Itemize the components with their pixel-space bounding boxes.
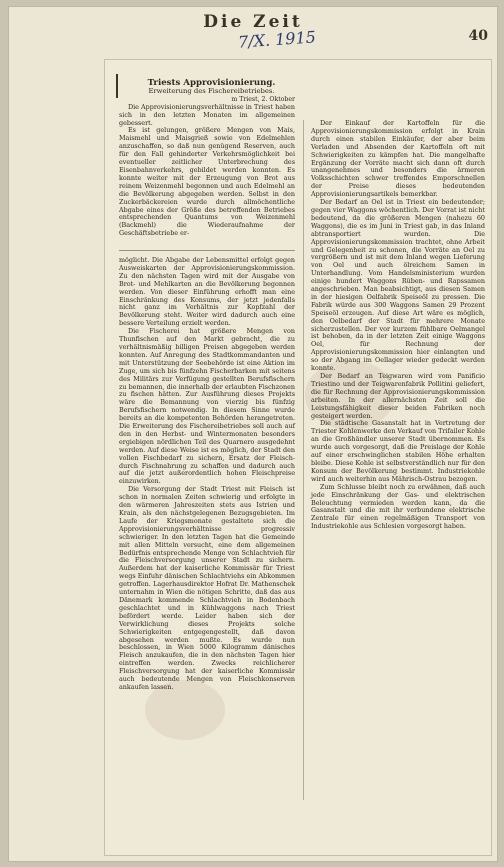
paragraph: Der Einkauf der Kartoffeln für die Approvisionierungskommission erfolgt in Krain durch einen stabilen Einkäufer, der aber beim Verladen und Absenden der Kartoffeln oft mit Schwierigkeiten zu kämpfen hat. Die mangelhafte Ergänzung der Vorräte macht sich dann oft durch unangenehmes und besonders die ärmeren Volksschichten schwer treffendes Emporschnellen der Preise dieses bedeutenden Approvisionierungsartikels bemerkbar. xyxy=(311,119,485,199)
paragraph: Der Bedarf an Teigwaren wird vom Panificio Triestino und der Teigwarenfabrik Pollitini geliefert, die für Rechnung der Approvisionierungskommission arbeiten. In der allernächsten Zeit soll die Leistungsfähigkeit dieser beiden Fabriken noch gesteigert werden. xyxy=(311,372,485,420)
newspaper-masthead: Die Zeit xyxy=(203,12,303,32)
article-column-top xyxy=(119,80,295,238)
archive-page xyxy=(8,6,498,862)
paragraph: Es ist gelungen, größere Mengen von Mais, Maismehl und Maisgrieß sowie von Edelmehlen anzuschaffen, so daß nun genügend Reserven, auch für den Fall gehinderter Verkehrsmöglichkeit bei eventueller zeitlicher Unterbrechung des Eisenbahnverkehrs, gebildet werden konnten. Es konnte weiter mit der Erzeugung von Brot aus reinem Weizenmehl begonnen und auch Edelmehl an die Bevölkerung abgegeben werden. Selbst in den Zuckerbäckereien wurde durch allmöchentliche Abgabe eines der Größe des betreffenden Betriebes entsprechenden Quantums von Weizenmehl (Backmehl) die Wiederaufnahme der Geschäftsbetriebe er- xyxy=(119,126,295,238)
handwritten-date: 7/X. 1915 xyxy=(237,27,317,52)
paragraph: Die Versorgung der Stadt Triest mit Fleisch ist schon in normalen Zeiten schwierig und erfolgte in den wärmeren Jahreszeiten stets aus Istrien und Krain, als den nächstgelegenen Bezugsgebieten. Im Laufe der Kriegsmonate gestaltete sich die Approvisionierungsverhältnisse progressiv schwieriger. In den letzten Tagen hat die Gemeinde mit allen Mitteln versucht, eine dem allgemeinen Bedürfnis entsprechende Menge von Schlachtvieh für die Fleischversorgung unserer Stadt zu sichern. Außerdem hat der kaiserliche Kommissär für Triest wegs Einfuhr dänischen Schlachtviehs ein Abkommen getroffen. Lagerhausdirektor Hofrat Dr. Mathenschek unternahm in Wien die nötigen Schritte, daß das aus Dänemark kommende Schlachtvieh in Bodenbach geschlachtet und in Kühlwaggons nach Triest befördert werde. Leider haben sich der Verwirklichung dieses Projekts solche Schwierigkeiten entgegengestellt, daß davon abgesehen werden mußte. Es wurde nun beschlossen, in Wien 5000 Kilogramm dänisches Fleisch anzukaufen, die in den nächsten Tagen hier eintreffen werden. Zwecks reichlicherer Fleischversorgung hat der kaiserliche Kommissär auch bedeutende Mengen von Fleischkonserven ankaufen lassen. xyxy=(119,485,295,691)
article-column-left xyxy=(119,257,295,692)
column-divider xyxy=(119,250,295,251)
paragraph: Die Fischerei hat größere Mengen von Thunfischen auf den Markt gebracht, die zu verhältnismäßig billigen Preisen abgegeben werden konnten. Auf Anregung des Stadtkommandanten und mit Unterstützung der Seebehörde ist eine Aktion im Zuge, um sich bis fünfzehn Fischerbarken mit seitens des Militärs zur Verfügung gestellten Berufsfischern zu bemannen, die innerhalb der erlaubten Fischzonen zu fischen hätten. Zur Ausführung dieses Projekts wäre die Bemannung von vierzig bis fünfzig Berufsfischern notwendig. In diesem Sinne wurde bereits an die kompetenten Behörden herangetreten. Die Erweiterung des Fischereibetriebes soll auch auf den in den Herbst- und Wintermonaten besonders ergiebigen nördlichen Teil des Quarnero ausgedehnt werden. Auf diese Weise ist es möglich, der Stadt den vollen Fischbedarf zu sichern, Ersatz der Fleisch- durch Fischnahrung zu schaffen und dadurch auch auf die jetzt außerordentlich hohen Fleischpreise einzuwirken. xyxy=(119,327,295,486)
paragraph: Die städtische Gasanstalt hat in Vertretung der Triester Kohlenwerke den Verkauf von Trifailer Kohle an die Großhändler unserer Stadt übernommen. Es wurde auch vorgesorgt, daß die Preislage der Kohle auf einer erschwinglichen stabilen Höhe erhalten bleibe. Diese Kohle ist selbstverständlich nur für den Konsum der Bevölkerung bestimmt. Industriekohle wird auch weiterhin aus Mährisch-Ostrau bezogen. xyxy=(311,419,485,483)
paragraph: Die Approvisionierungsverhältnisse in Triest haben sich in den letzten Monaten im allgemeinen gebessert. xyxy=(119,102,295,127)
article-dateline: m Triest, 2. Oktober xyxy=(231,95,295,103)
paragraph: Zum Schlusse bleibt noch zu erwähnen, daß auch jede Einschränkung der Gas- und elektrischen Beleuchtung vermieden werden kann, da die Gasanstalt und die mit ihr verbundene elektrische Zentrale für einen regelmäßigen Transport von Industriekohle aus Schlesien vorgesorgt haben. xyxy=(311,482,485,531)
page-number: 40 xyxy=(468,28,488,44)
newspaper-clipping xyxy=(105,60,491,855)
article-headline: Triests Approvisionierung. xyxy=(147,78,276,88)
paragraph: Der Bedarf an Oel ist in Triest ein bedeutender; gegen vier Waggons wöchentlich. Der Vorrat ist nicht bedeutend, da die größeren Mengen (nahezu 60 Waggons), die es im Juni in Triest gab, in das Inland abtransportiert wurden. Die Approvisionierungskommission trachtet, ohne Arbeit und Gelegenheit zu schonen, die Vorräte an Oel zu vergrößern und ist mit dem Inland wegen Lieferung von Oel und auch ölreichem Samen in Unterhandlung. Vom Handelsministerium wurden einige hundert Waggons Rüben- und Rapssamen angeschrieben. Man beabsichtigt, aus diesen Samen in der hiesigen Oelfabrik Speiseöl zu pressen. Die Fabrik würde aus 300 Waggons Samen 29 Prozent Speiseöl erzeugen. Auf diese Art wäre es möglich, den Oelbedarf der Stadt für mehrere Monate sicherzustellen. Der vor kurzem fühlbare Oelmangel ist behoben, da in der letzten Zeit einige Waggons Oel, für Rechnung der Approvisionierungskommission hier einlangten und so der Abgang im Oellager wieder gedeckt werden konnte. xyxy=(311,198,485,373)
column-divider xyxy=(303,120,304,800)
paragraph: möglicht. Die Abgabe der Lebensmittel erfolgt gegen Ausweiskarten der Approvisionierungskommission. Zu den nächsten Tagen wird mit der Ausgabe von Brot- und Mehlkarten an die Bevölkerung begonnen werden. Von dieser Einführung erhofft man eine Einschränkung des Konsums, der jetzt jedenfalls nicht ganz im Verhältnis zur Kopfzahl der Bevölkerung steht. Weiter wird dadurch auch eine bessere Verteilung erzielt werden. xyxy=(119,256,295,328)
headline-marker xyxy=(116,74,118,98)
article-subheading: Erweiterung des Fischereibetriebes. xyxy=(148,86,275,95)
article-column-right xyxy=(311,120,485,531)
